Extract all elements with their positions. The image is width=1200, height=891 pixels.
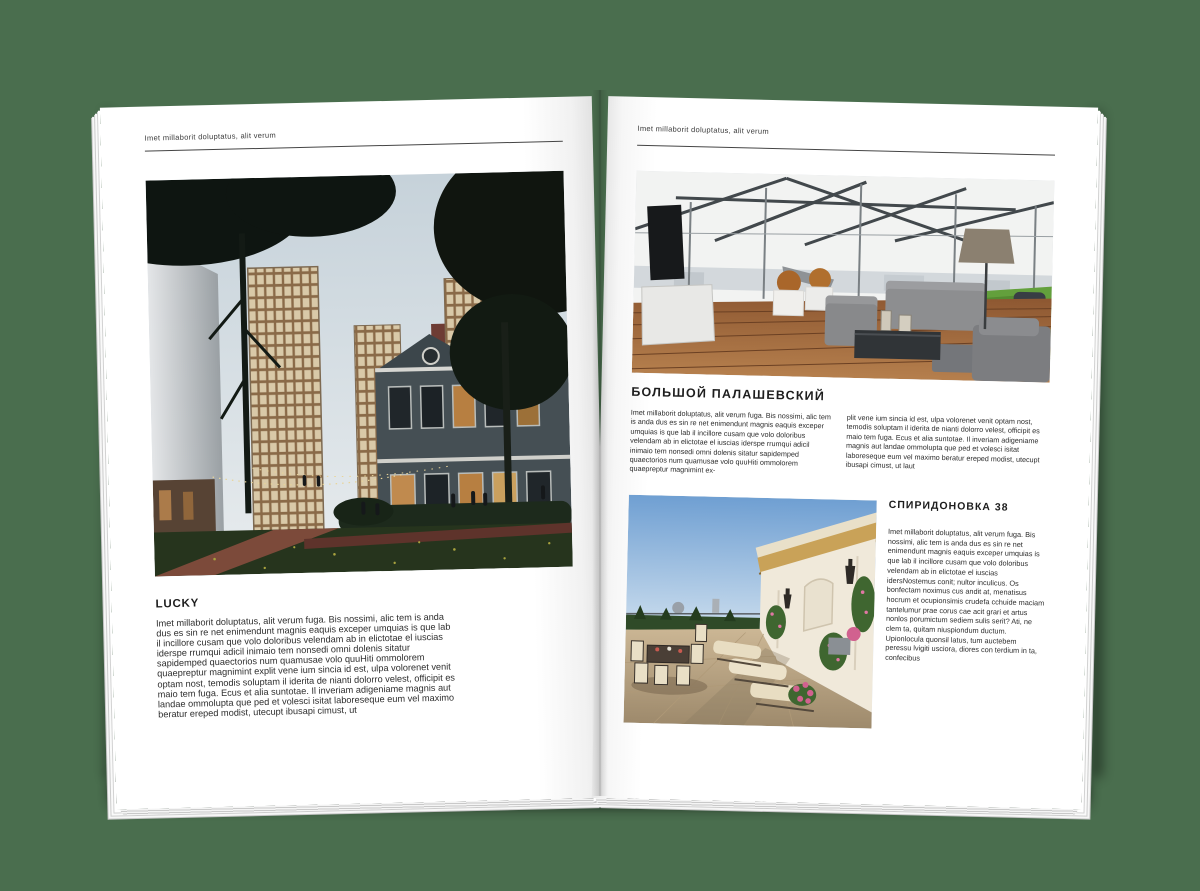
- running-head: Imet millaborit doluptatus, alit verum: [144, 130, 277, 143]
- running-head: Imet millaborit doluptatus, alit verum: [637, 123, 770, 136]
- left-page: [100, 96, 608, 809]
- evening-courtyard-render: [146, 171, 573, 577]
- running-head-rule: [145, 141, 563, 152]
- article-title-spiridonovka: СПИРИДОНОВКА 38: [888, 498, 1009, 514]
- article-body-lucky: Imet millaborit doluptatus, alit verum fuga. Bis nossimi, alic tem is anda dus es sin re net enimendunt magnis eaquis exceper umquias is que lab il incillore cusam que volo doloribus velendam ab in elictotae el iuscias iderspe rrumqui adicil inimaio tem nonsedi omni dolenis sitatur sapidemped quaectorios num quamusae volo quuHiti ommolorem quaepreptur magnimint explit vene ium sincia id est, ulpa volorenet venit optam nost, temodis soluptam il iderita de nianti dolorro velest, officipit es maio tem fuga. Ecus et alia suntotae. Il inveriam adigeniame magnis aut landae ommolupta que ped et volesci isitat laboreseque eum vel maximo beratur ereped modist, utecupt ibusapi cimust, ut: [155, 611, 456, 720]
- glass-roof-terrace: [632, 171, 1055, 383]
- running-head-rule: [637, 145, 1055, 156]
- article-title-lucky: LUCKY: [155, 597, 200, 611]
- article-body-spiridonovka: Imet millaborit doluptatus, alit verum fuga. Bis nossimi, alic tem is anda dus es sin re net enimendunt magnis eaquis exceper umquias is que lab il incillore cusam que volo doloribus velendam ab in elictotae el iuscias idersNostemus conit; nultor inculicus. Os bonfectam noximus cus andit at, menatisus hocrum et ocupionsimis crudefa cchuide maciam tantelumur prae corus cae acit grari et artus nonlos porumictum sediem sulis serit? Ati, ne clem ta, quitam niuspiondum ductum. Upionlocula quonsil latus, tum auctebem peressu lvigiti usciora, diores con terdium in ta, confecibus: [885, 526, 1045, 663]
- spiridonovka-photo: [624, 495, 877, 729]
- palashevsky-photo: [632, 171, 1055, 383]
- lucky-photo: [146, 171, 573, 577]
- right-page: [592, 96, 1098, 809]
- palashevsky-column-2: plit vene ium sincia id est, ulpa volorenet venit optam nost, temodis soluptam il iderita de nianti dolorro velest, officipit es maio tem fuga. Ecus et alia suntotae. Il inveriam adigeniame magnis aut landae ommolupta que ped et volesci isitat laboreseque eum vel maximo beratur ereped modist, utecupt ibusapi cimust, ut laut: [845, 412, 1040, 471]
- article-title-palashevsky: БОЛЬШОЙ ПАЛАШЕВСКИЙ: [631, 384, 826, 404]
- page-bottom-sheet-edges: [120, 798, 604, 815]
- classical-rooftop-terrace: [624, 495, 877, 729]
- palashevsky-column-1: Imet millaborit doluptatus, alit verum fuga. Bis nossimi, alic tem is anda dus es sin re net enimendunt magnis eaquis exceper umquias is que lab il incillore cusam que volo doloribus velendam ab in elictotae el iuscias iderspe rrumqui adicil inimaio tem nonsedi omni dolenis sitatur sapidemped quaectorios num quamusae volo quuHiti ommolorem quaepreptur magnimint ex-: [629, 407, 832, 476]
- page-bottom-sheet-edges: [596, 798, 1078, 815]
